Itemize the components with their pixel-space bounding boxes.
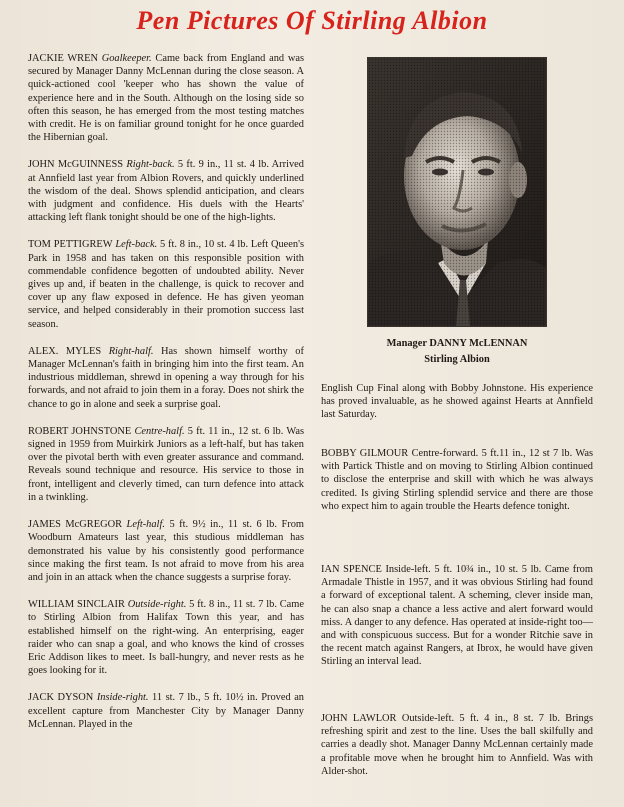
player-entry: JACK DYSON Inside-right. 11 st. 7 lb., 5 ft. 10½ in. Proved an excellent capture from Manchester City by Manager Danny McLennan. Played in the bbox=[28, 692, 304, 730]
player-entry: JOHN McGUINNESS Right-back. 5 ft. 9 in., 11 st. 4 lb. Arrived at Annfield last year from Albion Rovers, and quickly underlined the wisdom of the deal. Shows splendid anticipation, and clears with judgment and confidence. His duels with the Hearts' attacking left flank tonight should be one of the high-lights. bbox=[28, 159, 304, 224]
player-entry: ROBERT JOHNSTONE Centre-half. 5 ft. 11 in., 12 st. 6 lb. Was signed in 1959 from Muirkirk Juniors as a left-half, but has taken over the pivotal berth with even greater assurance and command. Reveals sound technique and resource. His service to those in front, intelligent and cleverly timed, can turn defence into attack in a twinkling. bbox=[28, 425, 304, 503]
left-column bbox=[28, 52, 304, 731]
player-entry: ALEX. MYLES Right-half. Has shown himself worthy of Manager McLennan's faith in bringing him into the first team. An industrious middleman, shrewd in opening a way through for his forwards, and not afraid to join them in a foray. Does not shirk the chance to go in alone and seek a surprise goal. bbox=[28, 345, 304, 410]
player-entry: TOM PETTIGREW Left-back. 5 ft. 8 in., 10 st. 4 lb. Left Queen's Park in 1958 and has taken on this responsible position with commendable confidence begotten of undoubted ability. Never gives up and, if beaten in the challenge, is quick to recover and cover up any flaw exposed in defence. He has given yeoman service, and helped considerably in their promotion success last season. bbox=[28, 239, 304, 330]
caption-line-1: Manager DANNY McLENNAN bbox=[386, 338, 528, 349]
manager-photo bbox=[368, 58, 546, 326]
portrait-image bbox=[368, 58, 546, 326]
caption-line-2: Stirling Albion bbox=[424, 354, 490, 365]
player-entry: JOHN LAWLOR Outside-left. 5 ft. 4 in., 8 st. 7 lb. Brings refreshing spirit and zest to the line. Uses the ball skilfully and carries a deadly shot. Manager Danny McLennan certainly made a profitable move when he brought him to Annfield. Was with Alder-shot. bbox=[321, 713, 593, 777]
photo-caption bbox=[321, 336, 593, 368]
player-entry: IAN SPENCE Inside-left. 5 ft. 10¾ in., 10 st. 5 lb. Came from Armadale Thistle in 1957, and it was obvious Stirling had found a forward of exceptional talent. A scheming, clever inside man, he can also snap a chance a less active and alert forward would miss. A danger to any defence. Has operated at inside-right too—and with conspicuous success. But for a wonder Ritchie save in the recent match against Rangers, at Ibrox, he would have given Stirling an interval lead. bbox=[321, 564, 593, 668]
player-entry: BOBBY GILMOUR Centre-forward. 5 ft.11 in., 12 st 7 lb. Was with Partick Thistle and on moving to Stirling Albion continued to disclose the enterprise and skill with which he was always credited. Is giving Stirling splendid service and there are those who expect him to again trouble the Hearts defence tonight. bbox=[321, 448, 594, 512]
page-title: Pen Pictures Of Stirling Albion bbox=[136, 6, 488, 35]
player-entry: JAMES McGREGOR Left-half. 5 ft. 9½ in., 11 st. 6 lb. From Woodburn Amateurs last year, this studious middleman has demonstrated his value by his consistently good performance since making the first team. Is not afraid to move from his area and join in an attack when the chance suggests a surprise foray. bbox=[28, 519, 304, 583]
player-entry: JACKIE WREN Goalkeeper. Came back from England and was secured by Manager Danny McLennan during the close season. A quick-actioned cool 'keeper who has shown the value of experience here and in the South. Although on the losing side so often this season, he has emerged from the most testing matches with credit. He is on familiar ground tonight for he once guarded the Hibernian goal. bbox=[28, 53, 305, 144]
player-entry: WILLIAM SINCLAIR Outside-right. 5 ft. 8 in., 11 st. 7 lb. Came to Stirling Albion from Halifax Town this year, and has established himself on the right-wing. An enterprising, eager raider who can snap a goal, and who knows the kind of crosses Eric Addison likes to meet. Is ball-hungry, and never rests as he goes looking for it. bbox=[28, 599, 304, 677]
continuation-text: English Cup Final along with Bobby Johnstone. His experience has proved invaluable, as he showed against Hearts at Annfield last Saturday. bbox=[321, 383, 593, 421]
